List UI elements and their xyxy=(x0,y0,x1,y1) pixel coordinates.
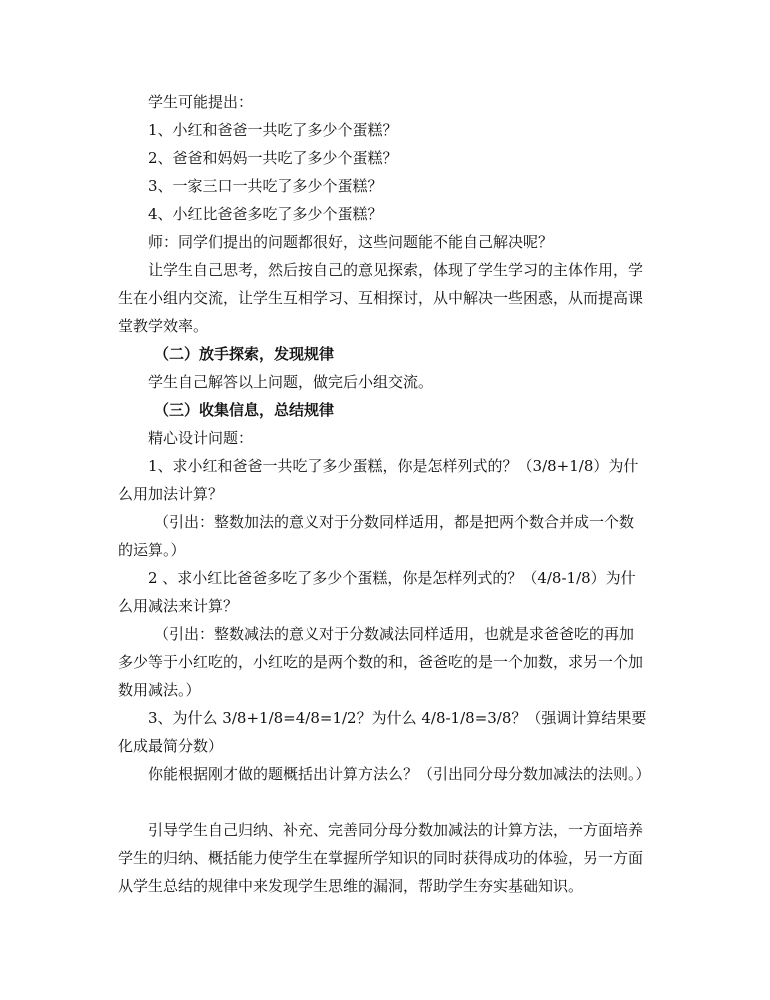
question-1: 1、小红和爸爸一共吃了多少个蛋糕？ xyxy=(148,121,398,139)
paragraph-guidance: 引导学生自己归纳、补充、完善同分母分数加减法的计算方法，一方面培养学生的归纳、概括能力使学生在掌握所学知识的同时获得成功的体验，另一方面从学生总结的规律中来发现学生思维的漏洞，帮助学生夯实基础知识。 xyxy=(118,821,644,895)
paragraph-self-thinking: 让学生自己思考，然后按自己的意见探索，体现了学生学习的主体作用，学生在小组内交流，让学生互相学习、互相探讨，从中解决一些困惑，从而提高课堂教学效率。 xyxy=(118,261,644,335)
question-2: 2、爸爸和妈妈一共吃了多少个蛋糕？ xyxy=(148,149,398,167)
question-4: 4、小红比爸爸多吃了多少个蛋糕？ xyxy=(148,205,383,223)
teacher-remark: 师：同学们提出的问题都很好，这些问题能不能自己解决呢？ xyxy=(148,233,554,251)
note-addition: （引出：整数加法的意义对于分数同样适用，都是把两个数合并成一个数的运算。） xyxy=(118,513,635,559)
question-3: 3、一家三口一共吃了多少个蛋糕？ xyxy=(148,177,383,195)
paragraph-summary-question: 你能根据刚才做的题概括出计算方法么？（引出同分母分数加减法的法则。） xyxy=(148,765,651,783)
note-subtraction: （引出：整数减法的意义对于分数减法同样适用，也就是求爸爸吃的再加多少等于小红吃的，小红吃的是两个数的和，爸爸吃的是一个加数，求另一个加数用减法。） xyxy=(118,625,644,699)
design-question-2: 2 、求小红比爸爸多吃了多少个蛋糕，你是怎样列式的？（4/8-1/8）为什么用减法来计算？ xyxy=(118,569,636,615)
design-question-1: 1、求小红和爸爸一共吃了多少蛋糕，你是怎样列式的？（3/8+1/8）为什么用加法计算？ xyxy=(118,457,639,503)
section-heading-2: （二）放手探索，发现规律 xyxy=(154,345,335,363)
design-question-3: 3、为什么 3/8+1/8=4/8=1/2？为什么 4/8-1/8=3/8？（强调计算结果要化成最简分数） xyxy=(118,709,647,755)
section-heading-3: （三）收集信息，总结规律 xyxy=(154,401,335,419)
paragraph-design: 精心设计问题： xyxy=(148,429,254,447)
paragraph-answer: 学生自己解答以上问题，做完后小组交流。 xyxy=(148,373,434,391)
paragraph-intro: 学生可能提出： xyxy=(148,93,254,111)
